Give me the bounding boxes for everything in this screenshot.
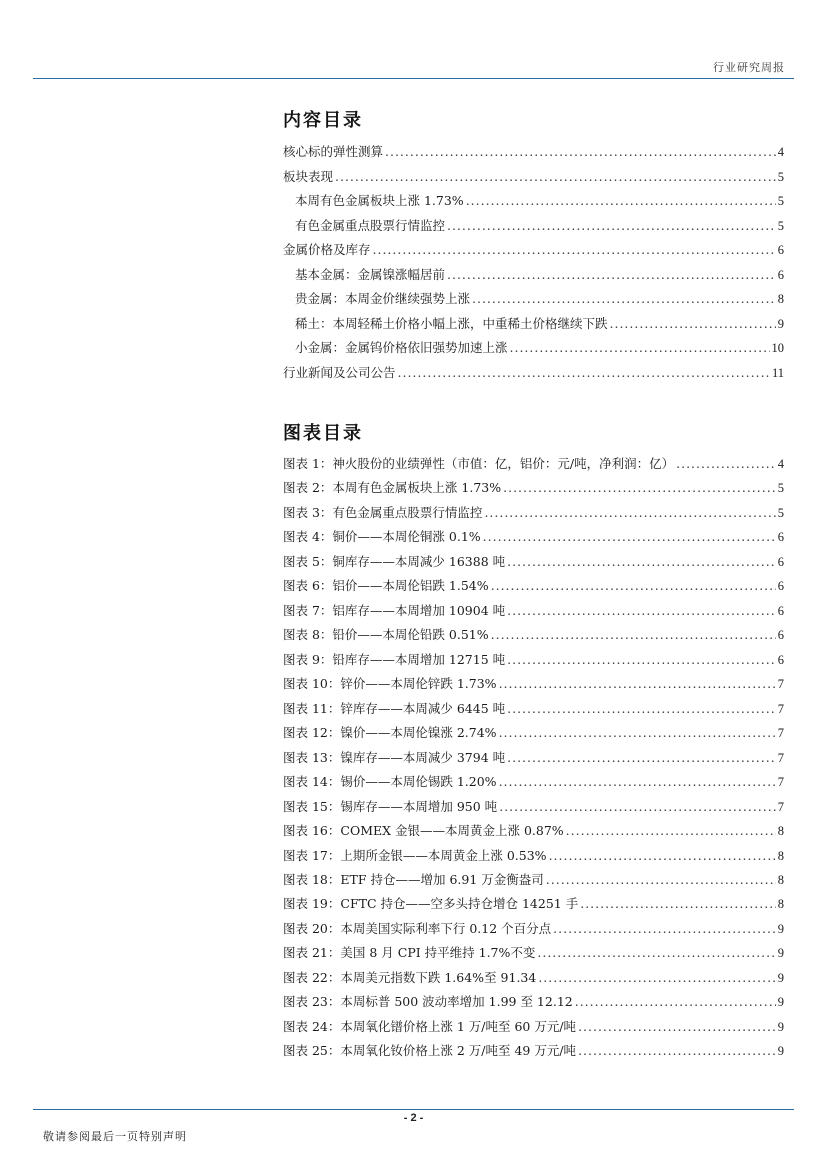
- toc-entry-page: 9: [777, 316, 784, 331]
- dot-leader: [578, 1039, 776, 1063]
- toc-entry-page: 8: [777, 848, 784, 863]
- chart-entry[interactable]: [283, 672, 784, 696]
- contents-title: 内容目录: [283, 110, 363, 131]
- charts-list: [283, 452, 784, 1064]
- toc-entry-page: 8: [777, 897, 784, 912]
- toc-entry-title: 板块表现: [283, 168, 334, 184]
- chart-entry[interactable]: [283, 721, 784, 745]
- toc-entry-title: 图表 2：本周有色金属板块上涨 1.73%: [283, 480, 502, 496]
- toc-entry-title: 图表 11：锌库存——本周减少 6445 吨: [283, 700, 506, 716]
- toc-entry-title: 图表 16：COMEX 金银——本周黄金上涨 0.87%: [283, 823, 564, 839]
- dot-leader: [472, 287, 776, 312]
- toc-entry-page: 11: [771, 365, 784, 380]
- chart-entry[interactable]: [283, 452, 784, 476]
- dot-leader: [447, 263, 776, 288]
- dot-leader: [510, 336, 770, 361]
- toc-entry-title: 金属价格及库存: [283, 242, 371, 257]
- dot-leader: [566, 819, 776, 843]
- contents-entry[interactable]: [283, 263, 784, 288]
- dot-leader: [499, 770, 776, 794]
- dot-leader: [676, 452, 776, 476]
- toc-entry-page: 5: [777, 218, 784, 233]
- chart-entry[interactable]: [283, 746, 784, 770]
- toc-entry-page: 6: [777, 243, 784, 257]
- chart-entry[interactable]: [283, 550, 784, 574]
- toc-entry-page: 6: [777, 652, 784, 667]
- dot-leader: [553, 917, 776, 941]
- toc-entry-title: 核心标的弹性测算: [283, 144, 384, 159]
- dot-leader: [335, 165, 776, 190]
- toc-entry-title: 本周有色金属板块上涨 1.73%: [295, 193, 464, 208]
- toc-entry-title: 基本金属：金属镍涨幅居前: [295, 266, 446, 282]
- contents-section: [283, 106, 784, 385]
- dot-leader: [610, 312, 776, 337]
- chart-entry[interactable]: [283, 892, 784, 916]
- toc-entry-title: 图表 12：镍价——本周伦镍涨 2.74%: [283, 725, 497, 741]
- dot-leader: [507, 550, 776, 574]
- dot-leader: [507, 599, 776, 623]
- dot-leader: [483, 525, 776, 549]
- toc-entry-title: 贵金属：本周金价继续强势上涨: [295, 291, 471, 306]
- dot-leader: [385, 140, 776, 165]
- toc-entry-page: 5: [777, 481, 784, 496]
- toc-entry-page: 6: [777, 267, 784, 282]
- dot-leader: [373, 238, 776, 263]
- toc-entry-title: 图表 25：本周氧化钕价格上涨 2 万/吨至 49 万元/吨: [283, 1043, 577, 1059]
- dot-leader: [499, 795, 776, 819]
- toc-entry-page: 8: [777, 872, 784, 887]
- chart-entry[interactable]: [283, 1039, 784, 1063]
- chart-entry[interactable]: [283, 525, 784, 549]
- chart-entry[interactable]: [283, 770, 784, 794]
- contents-entry[interactable]: [283, 361, 784, 386]
- dot-leader: [537, 941, 775, 965]
- chart-entry[interactable]: [283, 623, 784, 647]
- toc-entry-title: 图表 20：本周美国实际利率下行 0.12 个百分点: [283, 920, 552, 936]
- toc-entry-page: 9: [777, 946, 784, 961]
- chart-entry[interactable]: [283, 574, 784, 598]
- header-divider: [33, 78, 794, 79]
- toc-entry-title: 图表 4：铜价——本周伦铜涨 0.1%: [283, 529, 481, 545]
- toc-entry-title: 图表 9：铅库存——本周增加 12715 吨: [283, 651, 506, 667]
- toc-entry-page: 5: [777, 169, 784, 184]
- dot-leader: [491, 574, 776, 598]
- chart-entry[interactable]: [283, 844, 784, 868]
- toc-entry-page: 6: [777, 628, 784, 643]
- contents-list: [283, 140, 784, 385]
- toc-entry-page: 6: [777, 603, 784, 618]
- dot-leader: [447, 214, 776, 239]
- toc-entry-title: 图表 10：锌价——本周伦锌跌 1.73%: [283, 676, 497, 692]
- contents-entry[interactable]: [283, 287, 784, 312]
- toc-entry-title: 稀土：本周轻稀土价格小幅上涨，中重稀土价格继续下跌: [295, 315, 608, 331]
- footer-divider: [33, 1109, 794, 1110]
- toc-entry-page: 6: [777, 530, 784, 545]
- toc-entry-page: 9: [777, 1019, 784, 1034]
- dot-leader: [503, 476, 776, 500]
- toc-entry-page: 8: [777, 292, 784, 306]
- toc-entry-page: 5: [777, 194, 784, 208]
- chart-entry[interactable]: [283, 917, 784, 941]
- disclaimer-text: 敬请参阅最后一页特别声明: [43, 1130, 187, 1143]
- dot-leader: [499, 721, 776, 745]
- chart-entry[interactable]: [283, 648, 784, 672]
- dot-leader: [578, 1015, 776, 1039]
- dot-leader: [491, 623, 776, 647]
- contents-entry[interactable]: [283, 189, 784, 214]
- dot-leader: [538, 966, 775, 990]
- chart-entry[interactable]: [283, 990, 784, 1014]
- toc-entry-title: 图表 24：本周氧化镨价格上涨 1 万/吨至 60 万元/吨: [283, 1018, 577, 1034]
- chart-entry[interactable]: [283, 1015, 784, 1039]
- toc-entry-page: 8: [777, 824, 784, 839]
- toc-entry-title: 图表 14：锡价——本周伦锡跌 1.20%: [283, 774, 497, 790]
- toc-entry-title: 图表 3：有色金属重点股票行情监控: [283, 504, 483, 520]
- toc-entry-page: 7: [777, 701, 784, 716]
- contents-entry[interactable]: [283, 312, 784, 337]
- dot-leader: [575, 990, 776, 1014]
- toc-entry-title: 图表 19：CFTC 持仓——空多头持仓增仓 14251 手: [283, 896, 579, 912]
- toc-entry-title: 图表 22：本周美元指数下跌 1.64%至 91.34: [283, 969, 537, 985]
- toc-entry-title: 行业新闻及公司公告: [283, 364, 396, 380]
- contents-entry[interactable]: [283, 214, 784, 239]
- page-number: - 2 -: [403, 1112, 424, 1124]
- dot-leader: [549, 844, 776, 868]
- toc-entry-page: 7: [777, 750, 784, 765]
- contents-entry[interactable]: [283, 238, 784, 263]
- toc-entry-page: 9: [777, 921, 784, 936]
- toc-entry-page: 10: [771, 341, 784, 355]
- contents-entry[interactable]: [283, 140, 784, 165]
- toc-entry-title: 有色金属重点股票行情监控: [295, 217, 446, 233]
- toc-entry-title: 图表 1：神火股份的业绩弹性（市值：亿，铝价：元/吨，净利润：亿）: [283, 456, 675, 471]
- dot-leader: [580, 892, 776, 916]
- contents-entry[interactable]: [283, 336, 784, 361]
- toc-entry-title: 图表 7：铝库存——本周增加 10904 吨: [283, 602, 506, 618]
- chart-entry[interactable]: [283, 697, 784, 721]
- chart-entry[interactable]: [283, 966, 784, 990]
- toc-entry-title: 图表 18：ETF 持仓——增加 6.91 万金衡盎司: [283, 871, 544, 887]
- toc-entry-title: 图表 21：美国 8 月 CPI 持平维持 1.7%不变: [283, 945, 536, 961]
- toc-entry-page: 6: [777, 579, 784, 594]
- toc-entry-title: 图表 13：镍库存——本周减少 3794 吨: [283, 749, 506, 765]
- charts-title: 图表目录: [283, 423, 363, 444]
- chart-entry[interactable]: [283, 819, 784, 843]
- toc-entry-title: 图表 23：本周标普 500 波动率增加 1.99 至 12.12: [283, 994, 573, 1010]
- toc-entry-page: 4: [777, 145, 784, 159]
- chart-entry[interactable]: [283, 599, 784, 623]
- toc-entry-page: 9: [777, 970, 784, 985]
- dot-leader: [466, 189, 776, 214]
- report-type-label: 行业研究周报: [713, 61, 785, 74]
- toc-entry-title: 图表 17：上期所金银——本周黄金上涨 0.53%: [283, 847, 547, 863]
- toc-entry-page: 9: [777, 995, 784, 1010]
- chart-entry[interactable]: [283, 476, 784, 500]
- toc-entry-page: 7: [777, 799, 784, 814]
- toc-entry-page: 7: [777, 775, 784, 790]
- chart-entry[interactable]: [283, 795, 784, 819]
- toc-entry-title: 图表 15：锡库存——本周增加 950 吨: [283, 798, 498, 814]
- dot-leader: [484, 501, 775, 525]
- toc-entry-title: 小金属：金属钨价格依旧强势加速上涨: [295, 340, 508, 355]
- toc-entry-title: 图表 8：铅价——本周伦铅跌 0.51%: [283, 627, 489, 643]
- chart-entry[interactable]: [283, 501, 784, 525]
- charts-section: [283, 419, 784, 1064]
- dot-leader: [398, 361, 770, 386]
- toc-entry-page: 5: [777, 505, 784, 520]
- dot-leader: [507, 648, 776, 672]
- chart-entry[interactable]: [283, 941, 784, 965]
- contents-entry[interactable]: [283, 165, 784, 190]
- toc-entry-title: 图表 6：铝价——本周伦铝跌 1.54%: [283, 578, 489, 594]
- toc-entry-title: 图表 5：铜库存——本周减少 16388 吨: [283, 553, 506, 569]
- toc-entry-page: 7: [777, 677, 784, 692]
- toc-entry-page: 4: [777, 457, 784, 471]
- dot-leader: [499, 672, 776, 696]
- toc-entry-page: 9: [777, 1044, 784, 1059]
- dot-leader: [507, 697, 776, 721]
- toc-entry-page: 6: [777, 554, 784, 569]
- dot-leader: [546, 868, 776, 892]
- dot-leader: [507, 746, 776, 770]
- chart-entry[interactable]: [283, 868, 784, 892]
- toc-entry-page: 7: [777, 726, 784, 741]
